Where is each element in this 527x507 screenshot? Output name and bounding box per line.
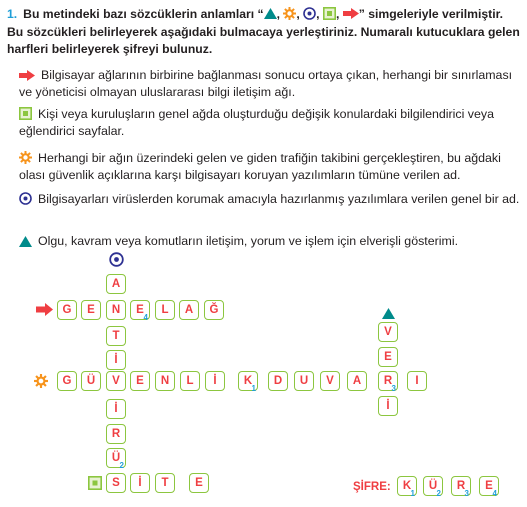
cell: E bbox=[189, 473, 209, 493]
triangle-icon bbox=[264, 8, 277, 19]
triangle-icon bbox=[19, 236, 32, 247]
cell: A bbox=[179, 300, 199, 320]
cell: L bbox=[180, 371, 200, 391]
cell: E bbox=[378, 347, 398, 367]
square-icon bbox=[323, 7, 336, 20]
definition-text: Bilgisayarları virüslerden korumak amacıyla hazırlanmış yazılımlara verilen genel bir ad. bbox=[38, 192, 520, 206]
cell: V bbox=[106, 371, 126, 391]
cell: A bbox=[106, 274, 126, 294]
triangle-icon bbox=[382, 306, 395, 324]
arrow-icon bbox=[343, 8, 359, 19]
definition-text: Olgu, kavram veya komutların iletişim, yorum ve işlem için elverişli gösterimi. bbox=[38, 234, 459, 248]
definition-internet bbox=[19, 67, 522, 101]
password-cell: R 3 bbox=[451, 476, 471, 496]
cell: Ü 2 bbox=[106, 448, 126, 468]
cell: A bbox=[347, 371, 367, 391]
cell: N bbox=[155, 371, 175, 391]
cell: S bbox=[106, 473, 126, 493]
definition-antivirus bbox=[19, 191, 522, 208]
target-icon bbox=[19, 192, 32, 205]
definition-site bbox=[19, 106, 522, 140]
cell: Ğ bbox=[204, 300, 224, 320]
cell: K 1 bbox=[238, 371, 258, 391]
cell: R 3 bbox=[378, 371, 398, 391]
definition-text: Herhangi bir ağın üzerindeki gelen ve giden trafiğin takibini gerçekleştiren, bu ağdaki olası güvenlik açıklarına karşı bilgisayarı koruyan yazılımların tümüne verilen ad. bbox=[19, 151, 501, 182]
target-icon bbox=[303, 7, 316, 20]
question-number: 1. bbox=[7, 7, 18, 21]
cell: İ bbox=[205, 371, 225, 391]
cell: E bbox=[130, 371, 150, 391]
square-icon bbox=[19, 107, 32, 120]
password-cell: K 1 bbox=[397, 476, 417, 496]
definition-data bbox=[19, 233, 522, 250]
cell: V bbox=[378, 322, 398, 342]
square-icon bbox=[88, 476, 102, 495]
question-instruction: Bu sözcükleri belirleyerek aşağıdaki bulmacaya yerleştiriniz. Numaralı kutucuklara gelen harfleri belirleyerek şifreyi bulunuz. bbox=[7, 24, 520, 56]
target-icon bbox=[109, 252, 124, 272]
question-intro: Bu metindeki bazı sözcüklerin anlamları “ bbox=[23, 7, 264, 21]
cell: T bbox=[155, 473, 175, 493]
arrow-icon bbox=[19, 70, 35, 81]
cell: D bbox=[268, 371, 288, 391]
password-label: ŞİFRE: bbox=[353, 481, 391, 493]
cell: R bbox=[106, 424, 126, 444]
question-intro-end: ” simgeleriyle verilmiştir. bbox=[358, 7, 504, 21]
cell: İ bbox=[106, 350, 126, 370]
cell: İ bbox=[378, 396, 398, 416]
cell: Ü bbox=[81, 371, 101, 391]
password-cell: Ü 2 bbox=[423, 476, 443, 496]
password-cell: E 4 bbox=[479, 476, 499, 496]
cell: L bbox=[155, 300, 175, 320]
definition-text: Kişi veya kuruluşların genel ağda oluşturduğu değişik konulardaki bilgilendirici veya eğlendirici sayfalar. bbox=[19, 107, 494, 138]
cell: İ bbox=[130, 473, 150, 493]
gear-icon bbox=[34, 374, 48, 393]
gear-icon bbox=[283, 7, 296, 20]
cell: E 4 bbox=[130, 300, 150, 320]
question-text: 1. Bu metindeki bazı sözcüklerin anlamları “ , , , , ” simgeleriyle verilmiştir. Bu sözcükleri belirleyerek aşağıdaki bulmacaya yerleştiriniz. Numaralı kutucuklara gelen harfleri belirleyerek şifreyi bulunuz. bbox=[7, 7, 520, 56]
cell: G bbox=[57, 371, 77, 391]
definition-firewall bbox=[19, 150, 522, 184]
cell: N bbox=[106, 300, 126, 320]
cell: T bbox=[106, 326, 126, 346]
cell: U bbox=[294, 371, 314, 391]
gear-icon bbox=[19, 151, 32, 164]
arrow-icon bbox=[36, 303, 53, 321]
definition-text: Bilgisayar ağlarının birbirine bağlanması sonucu ortaya çıkan, herhangi bir sınırlaması ve yöneticisi olmayan uluslararası bilgi iletişim ağı. bbox=[19, 68, 513, 99]
cell: G bbox=[57, 300, 77, 320]
cell: I bbox=[407, 371, 427, 391]
cell: İ bbox=[106, 399, 126, 419]
cell: V bbox=[320, 371, 340, 391]
cell: E bbox=[81, 300, 101, 320]
